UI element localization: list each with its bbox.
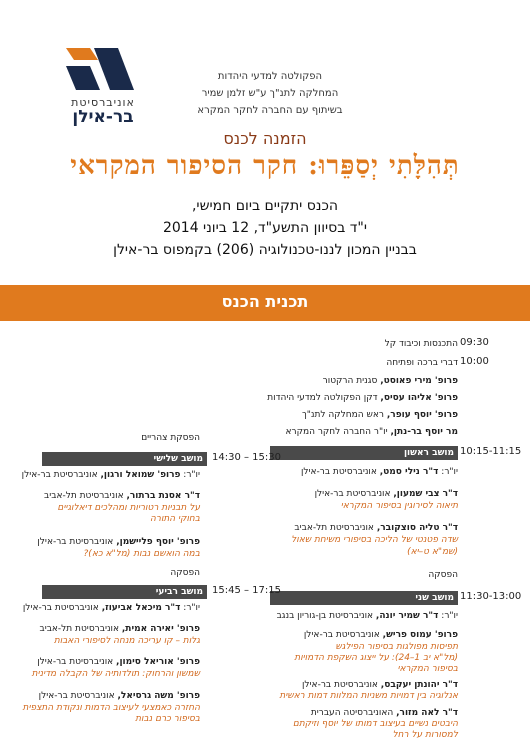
opening-item-1: התכנסות וכיבוד קל — [384, 339, 458, 349]
greeter-1: פרופ' מירי פאוסט, סגנית הרקטור — [322, 376, 458, 386]
session-2-talk-1c: בסיפור המקראי — [397, 664, 458, 674]
session-2-speaker-1: פרופ' עמוס פריש, אוניברסיטת בר-אילן — [303, 630, 458, 640]
session-3-break: הפסקה — [170, 568, 200, 578]
logo-university-word: אוניברסיטת — [71, 96, 135, 109]
session-3-talk-1b: בחוקי התורה — [149, 514, 200, 524]
opening-time-1: 09:30 — [460, 337, 489, 348]
session-4-label: מושב רביעי — [42, 585, 207, 599]
session-3-talk-1a: על תבניות רטוריות ומהלכים דיאלוגיים — [57, 503, 200, 513]
session-4-talk-3a: החזרה כאמצעי לעיצוב הדמות ונקודת התצפית — [22, 703, 200, 713]
session-4-speaker-2: פרופ' אוריאל סימון, אוניברסיטת בר-אילן — [37, 657, 200, 667]
info-date: י"ד בסיוון התשע"ד, 12 ביוני 2014 — [162, 220, 368, 236]
session-1-speaker-2: ד"ר טליה סוצקובר, אוניברסיטת תל-אביב — [294, 523, 458, 533]
session-2-label: מושב שני — [270, 591, 458, 605]
session-3-speaker-2: פרופ' יוסף פליישמן, אוניברסיטת בר-אילן — [37, 537, 200, 547]
session-2-chair: יו"ר: ד"ר שמיר יונה, אוניברסיטת בן-גוריון בנגב — [276, 611, 458, 621]
session-4-chair: יו"ר: ד"ר מיכאל אביעוז, אוניברסיטת בר-אילן — [22, 603, 200, 613]
session-2-speaker-3: ד"ר לאה מזור, האוניברסיטה העברית — [310, 708, 458, 718]
session-1-chair: יו"ר: ד"ר נילי סמט, אוניברסיטת בר-אילן — [300, 467, 458, 477]
session-3-chair: יו"ר: פרופ' שמואל ורגון, אוניברסיטת בר-אילן — [21, 470, 200, 480]
session-1-speaker-1: ד"ר צבי שמעון, אוניברסיטת בר-אילן — [314, 489, 458, 499]
session-1-talk-1: תיאוה לסירוגין בסיפור המקראי — [340, 501, 458, 511]
faculty-line: הפקולטה למדעי היהדות — [217, 71, 323, 82]
lunch-break: הפסקת צהריים — [141, 433, 200, 443]
session-1-talk-2a: שדה פטנטי של הליכה בסיפורי משיחת שאול — [291, 535, 458, 545]
greeter-4: מר יוסף בר-נתן, יו"ר החברה לחקר המקרא — [285, 427, 458, 437]
session-1-break: הפסקה — [428, 570, 458, 580]
conference-title: תְּהִלָּתִי יְסַפֵּרוּ: חקר הסיפור המקראי — [70, 151, 460, 181]
logo-university-name: בר-אילן — [72, 107, 134, 127]
session-3-speaker-1: ד"ר אסנת ברתור, אוניברסיטת תל-אביב — [44, 491, 200, 501]
session-2-time: 11:30-13:00 — [460, 591, 522, 602]
greeter-2: פרופ' אליהו עסיס, דקן הפקולטה למדעי היהדות — [267, 393, 458, 403]
session-3-label: מושב שלישי — [42, 452, 207, 466]
session-2-talk-1b: (מל"א יב 1–24): על ייצוג השקפת הדמויות — [294, 653, 458, 663]
session-3-time: 14:30 – 15:30 — [212, 452, 281, 463]
session-2-talk-2: אנלוגיה בין דמויות משניות המלוות דמות ראשית — [279, 691, 458, 701]
invitation-heading: הזמנה לכנס — [223, 129, 307, 148]
session-2-talk-3b: למסורות על רחל — [392, 730, 458, 740]
session-3-talk-2: במה הואשם נבות (מל"א כא)? — [83, 549, 200, 559]
session-4-talk-3b: בסיפור כרם נבות — [135, 714, 200, 724]
session-4-speaker-1: פרופ' יאירה אמית, אוניברסיטת תל-אביב — [39, 624, 200, 634]
opening-item-2: דברי ברכה ופתיחה — [386, 358, 458, 368]
session-4-speaker-3: פרופ' משה גרסיאל, אוניברסיטת בר-אילן — [38, 691, 200, 701]
cooperation-line: בשיתוף עם החברה לחקר המקרא — [197, 105, 343, 116]
info-day: הכנס יתקיים ביום חמישי, — [191, 198, 339, 214]
session-1-talk-2b: (שמ"א ט–יא) — [407, 547, 458, 557]
session-2-talk-3a: היבטים נשיים בעיצוב דמותו של יוסף וזיקתם — [292, 719, 458, 729]
department-line: המחלקה לתנ"ך ע"ש זלמן שמיר — [201, 88, 339, 99]
session-1-time: 10:15-11:15 — [460, 446, 522, 457]
session-2-talk-1a: תפיסות מפולגות בסיפור הפילגש — [335, 642, 458, 652]
opening-time-2: 10:00 — [460, 356, 489, 367]
greeter-3: פרופ' יוסף עופר, ראש המחלקה לתנ"ך — [301, 410, 458, 420]
session-4-talk-1: גלות – קו עריכה מנחה לסיפורי האבות — [53, 636, 200, 646]
info-location: בבניין המכון לננו-טכנולוגיה (206) בקמפוס בר-אילן — [113, 242, 417, 258]
session-2-speaker-2: ד"ר יהונתן יעקבס, אוניברסיטת בר-אילן — [301, 680, 458, 690]
bar-ilan-logo-icon — [60, 40, 140, 95]
session-4-time: 15:45 – 17:15 — [212, 585, 281, 596]
program-heading: תכנית הכנס — [221, 292, 309, 311]
session-4-talk-2: שמשון והרחוק: תולדותיה של הקבלה מדינית — [31, 669, 200, 679]
session-1-label: מושב ראשון — [270, 446, 458, 460]
